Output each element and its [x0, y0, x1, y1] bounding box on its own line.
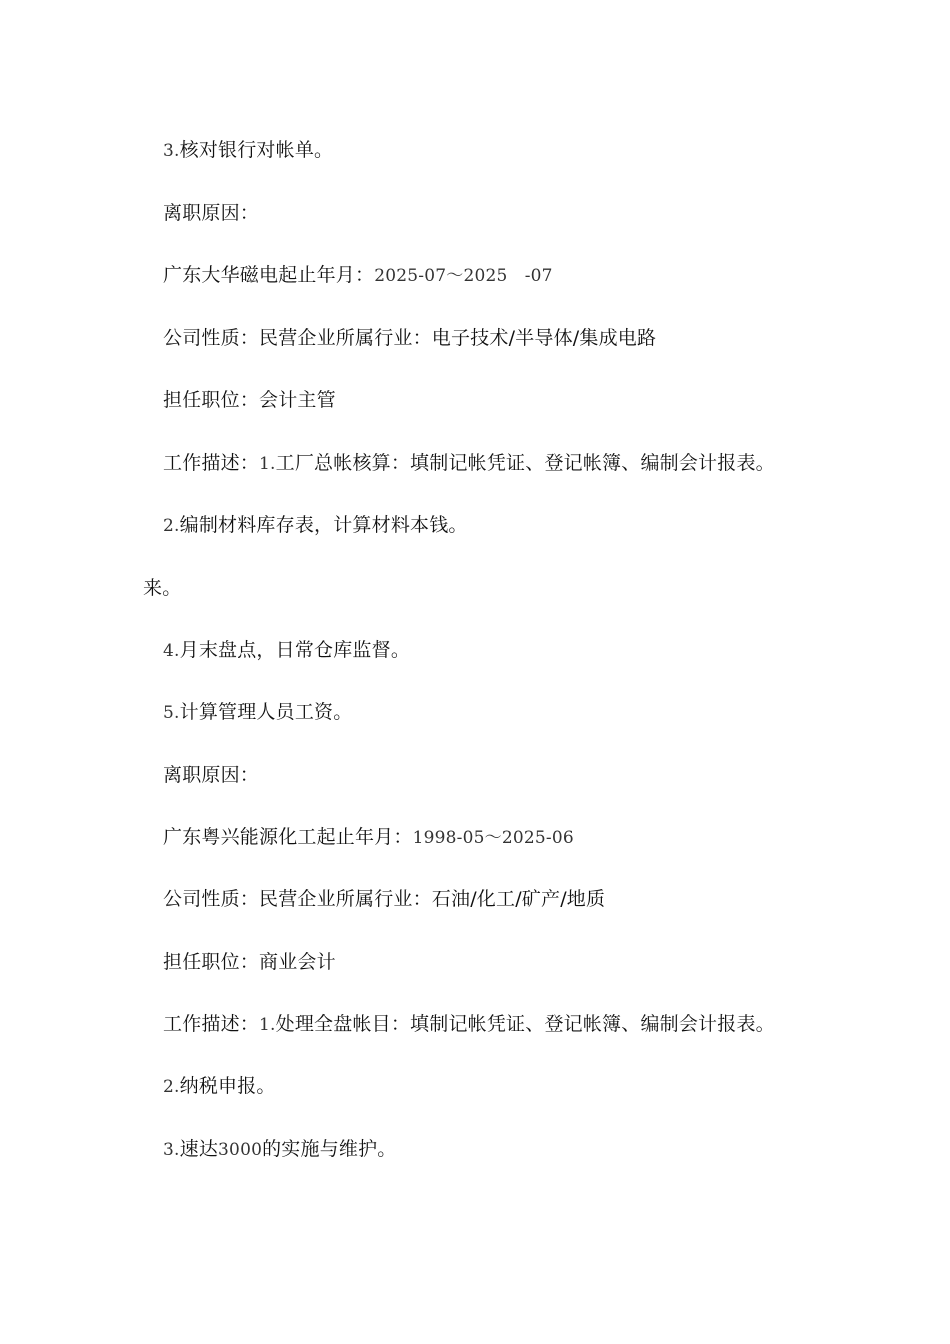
text-line: [163, 201, 259, 225]
list-number: 2.: [163, 516, 180, 536]
text-line: [163, 326, 656, 350]
text-line: [163, 763, 259, 787]
line-text: 月末盘点，日常仓库监督。: [179, 639, 411, 661]
list-number: 3.: [163, 141, 180, 161]
list-number: 2.: [163, 1077, 180, 1097]
line-text: 工作描述：: [163, 1013, 260, 1035]
text-line: [163, 825, 574, 850]
text-line: [163, 1012, 775, 1037]
line-text: 担任职位：会计主管: [163, 389, 336, 411]
line-text: 离职原因：: [163, 764, 260, 786]
line-text: 公司性质：民营企业所属行业：石油/化工/矿产/地质: [163, 888, 606, 910]
text-line: [163, 388, 336, 412]
list-number: 3.: [163, 1140, 180, 1160]
line-text: 离职原因：: [163, 202, 260, 224]
line-text: 核对银行对帐单。: [179, 139, 334, 161]
company-label: 广东粤兴能源化工起止年月：: [163, 826, 413, 848]
date-range: 1998-05～2025-06: [412, 828, 574, 848]
list-number: 5.: [163, 703, 180, 723]
text-line: [163, 638, 410, 663]
line-text: 来。: [143, 577, 182, 599]
line-text: 工厂总帐核算：填制记帐凭证、登记帐簿、编制会计报表。: [275, 452, 775, 474]
text-line: [163, 887, 605, 911]
text-line: [163, 263, 553, 288]
line-text: 编制材料库存表，计算材料本钱。: [179, 514, 468, 536]
product-version: 3000: [218, 1140, 263, 1160]
line-text: 担任职位：商业会计: [163, 951, 336, 973]
text-line: [163, 1137, 397, 1162]
list-number: 1.: [259, 1015, 276, 1035]
line-text: 工作描述：: [163, 452, 260, 474]
date-range: 2025-07～2025 -07: [374, 266, 553, 286]
line-text: 纳税申报。: [179, 1075, 276, 1097]
text-line: [163, 700, 352, 725]
text-line: [163, 513, 468, 538]
text-line: [163, 451, 775, 476]
list-number: 1.: [259, 454, 276, 474]
text-line: [163, 950, 336, 974]
line-text: 速达: [179, 1138, 219, 1160]
line-text: 处理全盘帐目：填制记帐凭证、登记帐簿、编制会计报表。: [275, 1013, 775, 1035]
list-number: 4.: [163, 641, 180, 661]
line-text: 计算管理人员工资。: [179, 701, 353, 723]
text-line: [163, 1074, 276, 1099]
text-line: [163, 138, 333, 163]
line-text: 的实施与维护。: [262, 1138, 397, 1160]
line-text: 公司性质：民营企业所属行业：电子技术/半导体/集成电路: [163, 327, 657, 349]
company-label: 广东大华磁电起止年月：: [163, 264, 375, 286]
text-line: [143, 576, 181, 600]
